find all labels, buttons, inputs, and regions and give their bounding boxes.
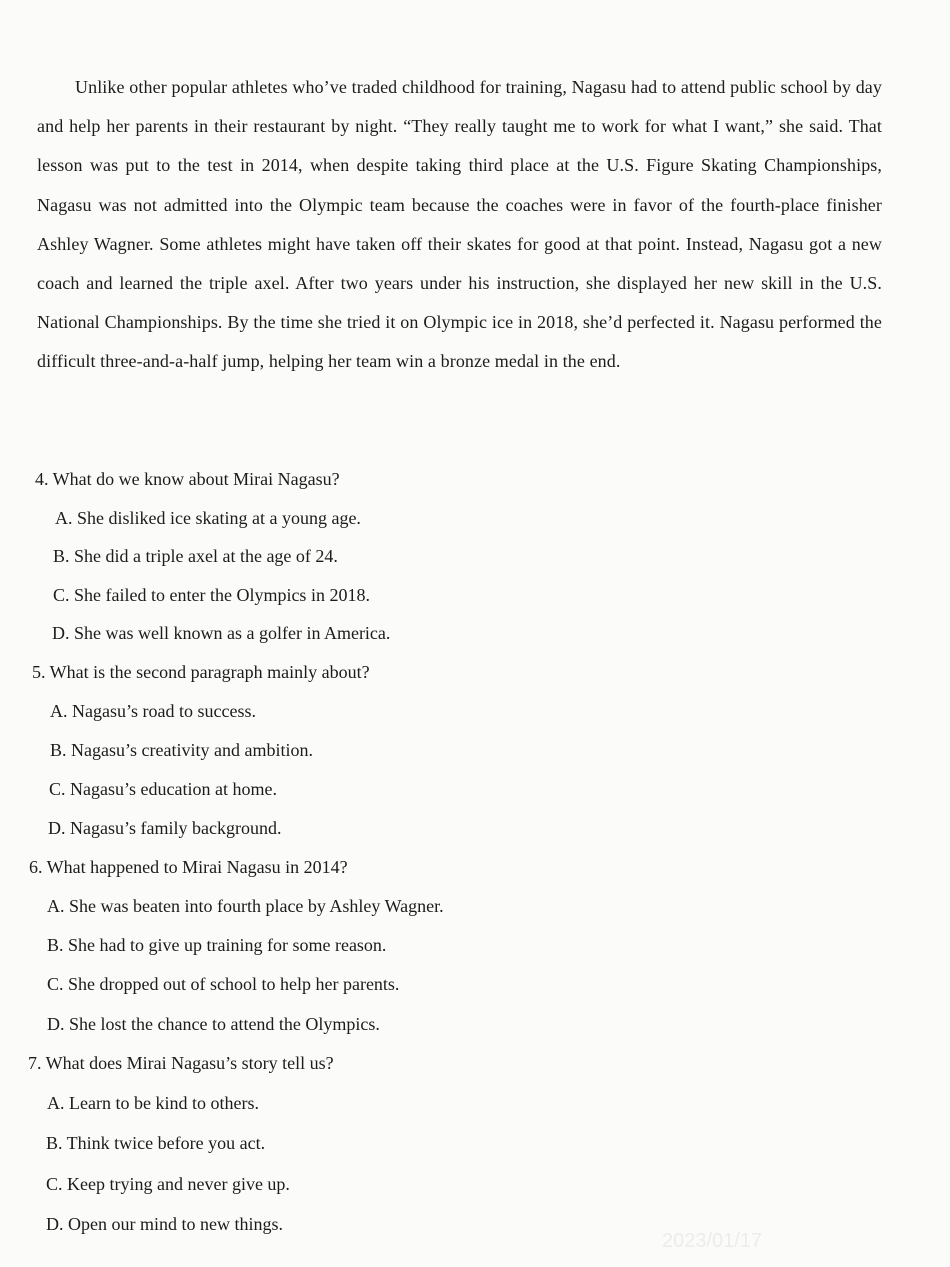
question-5-option-c: C. Nagasu’s education at home. bbox=[49, 779, 277, 799]
question-6-stem: 6. What happened to Mirai Nagasu in 2014? bbox=[29, 857, 348, 877]
question-7-stem: 7. What does Mirai Nagasu’s story tell us? bbox=[28, 1053, 334, 1073]
question-7-option-b: B. Think twice before you act. bbox=[46, 1133, 266, 1153]
question-5-option-a: A. Nagasu’s road to success. bbox=[50, 701, 256, 721]
question-4-stem: 4. What do we know about Mirai Nagasu? bbox=[35, 469, 340, 489]
question-7-option-a: A. Learn to be kind to others. bbox=[47, 1093, 259, 1113]
question-6-option-a: A. She was beaten into fourth place by Ashley Wagner. bbox=[47, 896, 444, 916]
question-4-option-c: C. She failed to enter the Olympics in 2018. bbox=[53, 585, 370, 605]
question-4-option-b: B. She did a triple axel at the age of 24. bbox=[53, 546, 338, 566]
question-4-option-d: D. She was well known as a golfer in America. bbox=[52, 623, 391, 643]
question-5-option-b: B. Nagasu’s creativity and ambition. bbox=[50, 740, 313, 760]
question-6-option-b: B. She had to give up training for some reason. bbox=[47, 935, 387, 955]
question-6-option-d: D. She lost the chance to attend the Olympics. bbox=[47, 1014, 380, 1034]
reading-passage: Unlike other popular athletes who’ve traded childhood for training, Nagasu had to attend public school by day and help her parents in their restaurant by night. “They really taught me to work for what I want,” she said. That lesson was put to the test in 2014, when despite taking third place at the U.S. Figure Skating Championships, Nagasu was not admitted into the Olympic team because the coaches were in favor of the fourth-place finisher Ashley Wagner. Some athletes might have taken off their skates for good at that point. Instead, Nagasu got a new coach and learned the triple axel. After two years under his instruction, she displayed her new skill in the U.S. National Championships. By the time she tried it on Olympic ice in 2018, she’d perfected it. Nagasu performed the difficult three-and-a-half jump, helping her team win a bronze medal in the end. bbox=[37, 77, 882, 372]
question-6-option-c: C. She dropped out of school to help her parents. bbox=[47, 974, 400, 994]
date-watermark: 2023/01/17 bbox=[662, 1230, 763, 1252]
question-4-option-a: A. She disliked ice skating at a young age. bbox=[55, 508, 361, 528]
question-7-option-c: C. Keep trying and never give up. bbox=[46, 1174, 290, 1194]
question-5-stem: 5. What is the second paragraph mainly about? bbox=[32, 662, 370, 682]
question-5-option-d: D. Nagasu’s family background. bbox=[48, 818, 282, 838]
question-7-option-d: D. Open our mind to new things. bbox=[46, 1214, 283, 1234]
